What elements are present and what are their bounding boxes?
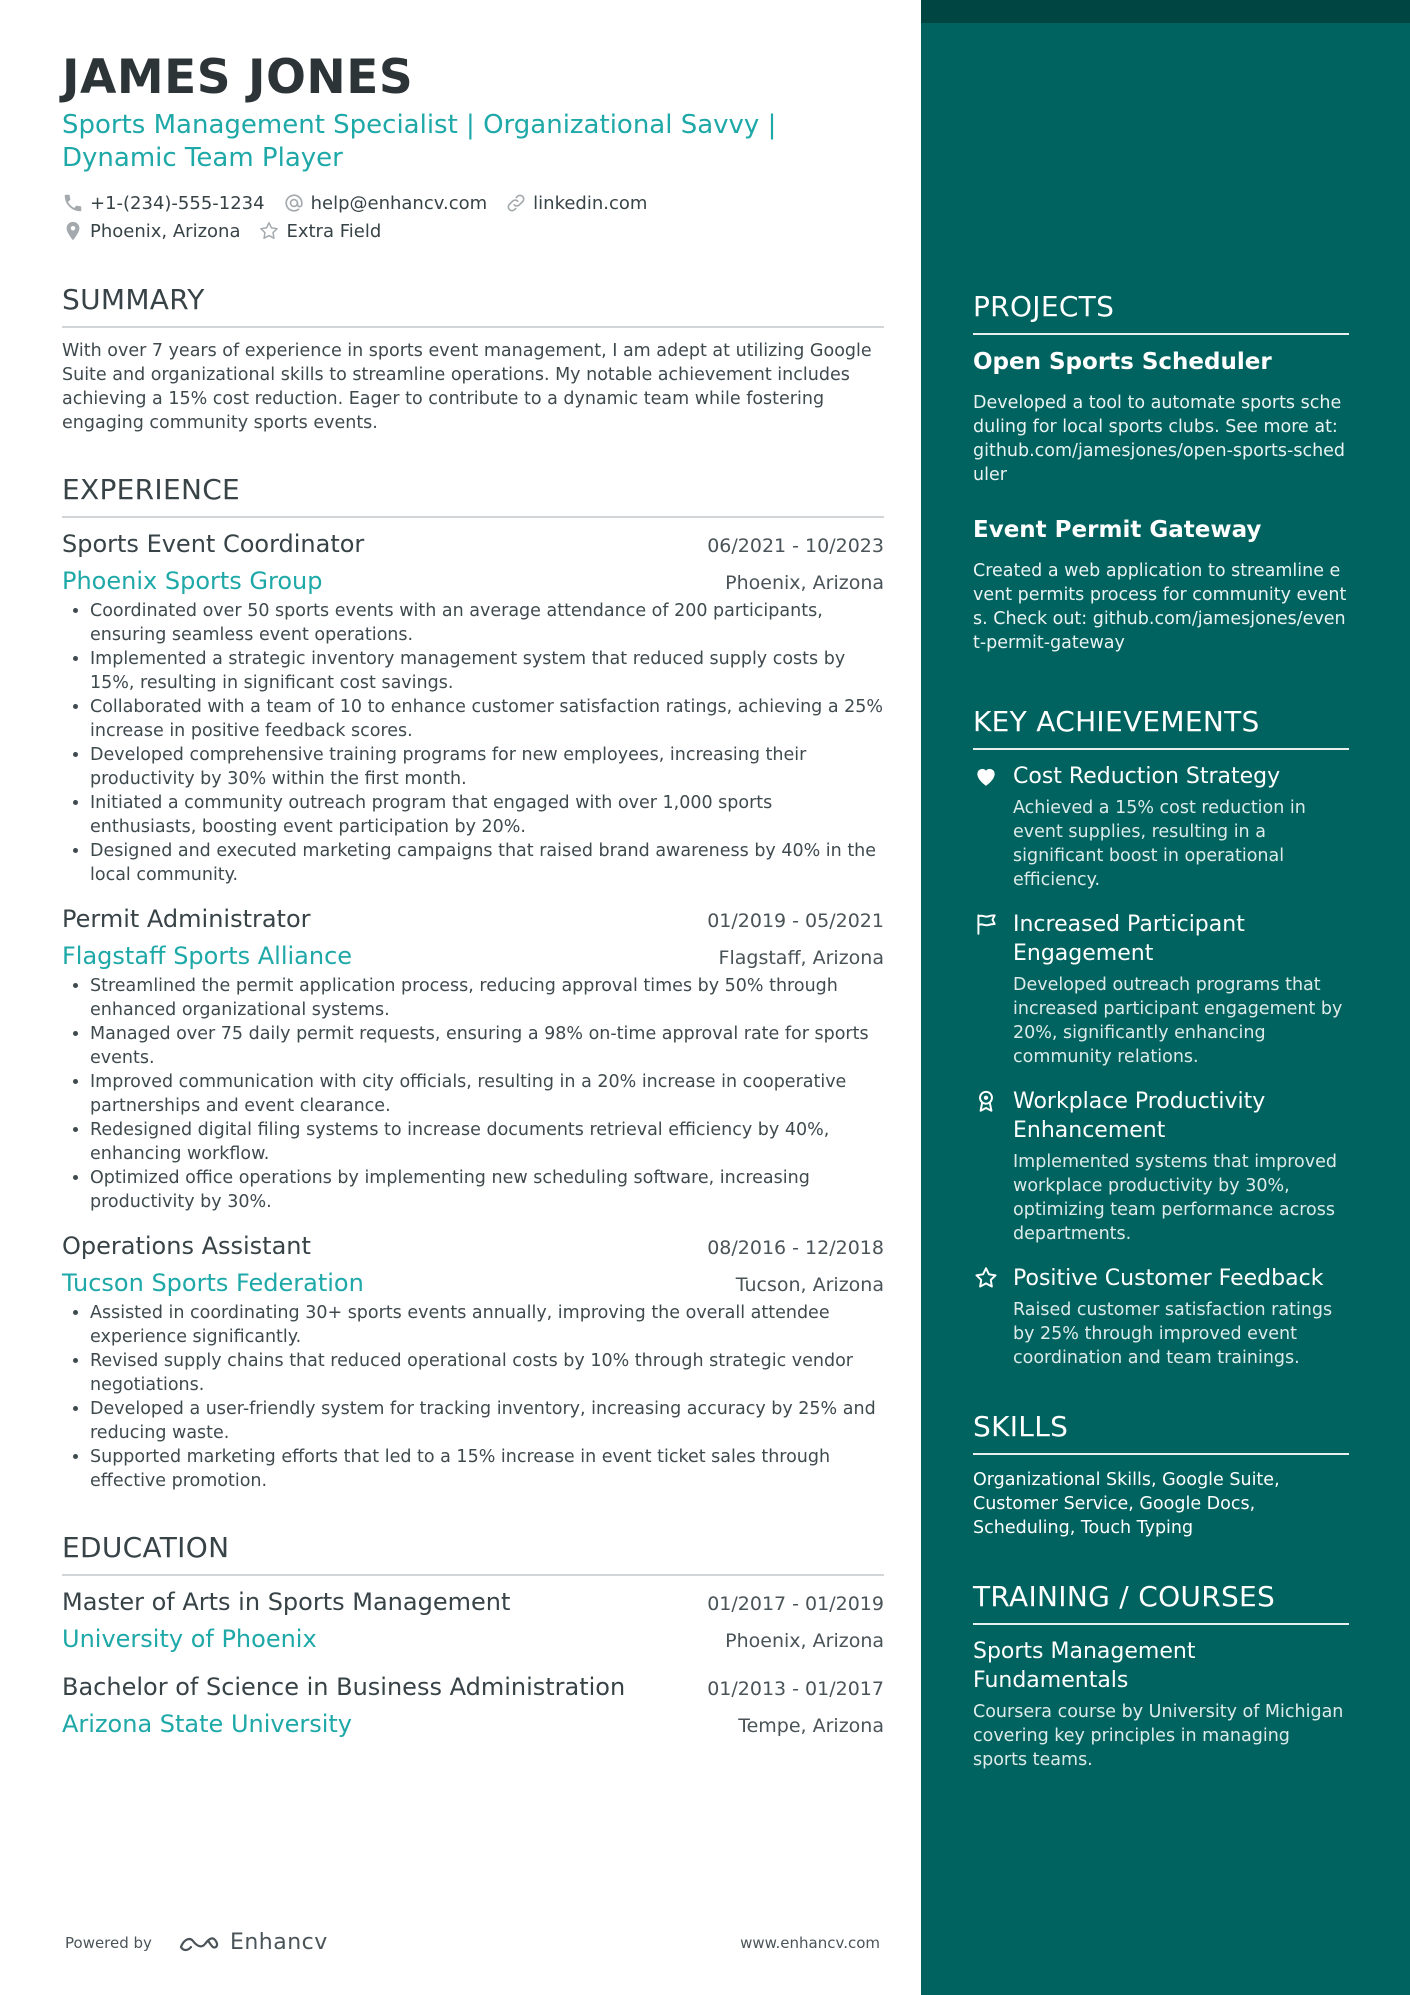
job-company: Tucson Sports Federation xyxy=(62,1269,364,1297)
job-location: Flagstaff, Arizona xyxy=(718,947,884,969)
email-text[interactable]: help@enhancv.com xyxy=(310,192,488,214)
contact-phone xyxy=(62,192,265,214)
skills-section xyxy=(973,1410,1349,1540)
course-item xyxy=(973,1637,1349,1772)
main-column xyxy=(62,52,884,1738)
degree: Bachelor of Science in Business Administration xyxy=(62,1673,626,1701)
footer xyxy=(65,1930,880,1955)
link-icon xyxy=(505,192,527,214)
job-company: Flagstaff Sports Alliance xyxy=(62,942,353,970)
experience-section xyxy=(62,473,884,1493)
phone-icon xyxy=(62,192,84,214)
job-bullets xyxy=(62,974,884,1214)
heart-icon xyxy=(973,763,999,789)
section-title-skills: SKILLS xyxy=(973,1410,1349,1455)
achievement-description: Implemented systems that improved workplace productivity by 30%, optimizing team performance across departments. xyxy=(1013,1152,1337,1244)
degree: Master of Arts in Sports Management xyxy=(62,1588,511,1616)
job-role: Permit Administrator xyxy=(62,905,311,933)
candidate-name: JAMES JONES xyxy=(62,50,414,105)
phone-text[interactable]: +1-(234)-555-1234 xyxy=(90,192,265,214)
course-description: Coursera course by University of Michigan covering key principles in managing sports teams. xyxy=(973,1702,1344,1770)
education-section xyxy=(62,1531,884,1738)
achievement-item xyxy=(973,762,1349,892)
education-location: Tempe, Arizona xyxy=(738,1715,884,1737)
project-description: Created a web application to streamline event permits process for community events. Check out: github.com/jamesjones/event-permit-gateway xyxy=(973,561,1347,653)
powered-by xyxy=(65,1930,328,1955)
section-title-summary: SUMMARY xyxy=(62,283,884,328)
contact-email xyxy=(283,192,488,214)
achievement-title: Cost Reduction Strategy xyxy=(1013,764,1281,789)
section-title-projects: PROJECTS xyxy=(973,290,1349,335)
contact-location xyxy=(62,220,240,242)
flag-icon xyxy=(973,911,999,937)
bullet-item: • Supported marketing efforts that led to a 15% increase in event ticket sales through effective promotion. xyxy=(90,1445,884,1493)
summary-text: With over 7 years of experience in sports event management, I am adept at utilizing Google Suite and organizational skills to streamline operations. My notable achievement includes achieving a 15% cost reduction. Eager to contribute to a dynamic team while fostering engaging community sports events. xyxy=(62,341,872,433)
achievement-title: Workplace Productivity Enhancement xyxy=(1013,1089,1266,1143)
powered-by-label: Powered by xyxy=(65,1933,152,1952)
bullet-item: • Revised supply chains that reduced operational costs by 10% through strategic vendor negotiations. xyxy=(90,1349,884,1397)
section-title-experience: EXPERIENCE xyxy=(62,473,884,518)
achievement-title: Positive Customer Feedback xyxy=(1013,1266,1324,1291)
project-title: Event Permit Gateway xyxy=(973,517,1262,543)
bullet-item: • Improved communication with city officials, resulting in a 20% increase in cooperative partnerships and event clearance. xyxy=(90,1070,884,1118)
contact-linkedin xyxy=(505,192,647,214)
enhancv-logo-icon xyxy=(178,1931,224,1955)
achievement-item xyxy=(973,1264,1349,1370)
extra-field-text: Extra Field xyxy=(286,220,382,242)
bullet-item: • Streamlined the permit application process, reducing approval times by 50% through enhanced organizational systems. xyxy=(90,974,884,1022)
job-dates: 06/2021 - 10/2023 xyxy=(707,535,884,557)
job-role: Operations Assistant xyxy=(62,1232,311,1260)
at-sign-icon xyxy=(283,192,305,214)
bullet-item: • Optimized office operations by implementing new scheduling software, increasing productivity by 30%. xyxy=(90,1166,884,1214)
location-text: Phoenix, Arizona xyxy=(90,220,241,242)
bullet-item: • Initiated a community outreach program that engaged with over 1,000 sports enthusiasts, boosting event participation by 20%. xyxy=(90,791,884,839)
sidebar xyxy=(921,0,1410,1995)
bullet-item: • Coordinated over 50 sports events with an average attendance of 200 participants, ensuring seamless event operations. xyxy=(90,599,884,647)
bullet-item: • Developed a user-friendly system for tracking inventory, increasing accuracy by 25% and reducing waste. xyxy=(90,1397,884,1445)
achievement-item xyxy=(973,910,1349,1069)
achievements-section xyxy=(973,705,1349,1370)
section-title-education: EDUCATION xyxy=(62,1531,884,1576)
project-title: Open Sports Scheduler xyxy=(973,349,1272,375)
school: University of Phoenix xyxy=(62,1625,317,1653)
contact-extra xyxy=(258,220,381,242)
location-pin-icon xyxy=(62,220,84,242)
job-role: Sports Event Coordinator xyxy=(62,530,365,558)
project-item xyxy=(973,517,1349,655)
project-description: Developed a tool to automate sports scheduling for local sports clubs. See more at: github.com/jamesjones/open-sports-scheduler xyxy=(973,393,1346,485)
headline: Sports Management Specialist | Organizational Savvy | Dynamic Team Player xyxy=(62,110,777,173)
job-bullets xyxy=(62,599,884,887)
education-entry xyxy=(62,1673,884,1738)
projects-section xyxy=(973,290,1349,655)
star-icon xyxy=(973,1265,999,1291)
education-entry xyxy=(62,1588,884,1653)
course-title: Sports Management Fundamentals xyxy=(973,1639,1196,1693)
job-location: Phoenix, Arizona xyxy=(725,572,884,594)
website-link[interactable]: www.enhancv.com xyxy=(740,1933,880,1952)
achievement-item xyxy=(973,1087,1349,1246)
experience-entry xyxy=(62,1232,884,1493)
section-title-training: TRAINING / COURSES xyxy=(973,1580,1349,1625)
achievement-description: Raised customer satisfaction ratings by 25% through improved event coordination and team trainings. xyxy=(1013,1300,1333,1368)
training-section xyxy=(973,1580,1349,1772)
bullet-item: • Assisted in coordinating 30+ sports events annually, improving the overall attendee experience significantly. xyxy=(90,1301,884,1349)
star-outline-icon xyxy=(258,220,280,242)
project-item xyxy=(973,349,1349,487)
linkedin-text[interactable]: linkedin.com xyxy=(533,192,648,214)
job-dates: 08/2016 - 12/2018 xyxy=(707,1237,884,1259)
job-location: Tucson, Arizona xyxy=(735,1274,884,1296)
skills-list: Organizational Skills, Google Suite, Customer Service, Google Docs, Scheduling, Touch Typing xyxy=(973,1470,1280,1538)
education-dates: 01/2013 - 01/2017 xyxy=(707,1678,884,1700)
sidebar-top-bar xyxy=(921,0,1410,23)
job-bullets xyxy=(62,1301,884,1493)
education-dates: 01/2017 - 01/2019 xyxy=(707,1593,884,1615)
experience-entry xyxy=(62,905,884,1214)
contact-info xyxy=(62,189,884,245)
bullet-item: • Collaborated with a team of 10 to enhance customer satisfaction ratings, achieving a 25% increase in positive feedback scores. xyxy=(90,695,884,743)
bullet-item: • Developed comprehensive training programs for new employees, increasing their productivity by 30% within the first month. xyxy=(90,743,884,791)
summary-section xyxy=(62,283,884,435)
bullet-item: • Redesigned digital filing systems to increase documents retrieval efficiency by 40%, enhancing workflow. xyxy=(90,1118,884,1166)
brand-name: Enhancv xyxy=(229,1930,328,1955)
education-location: Phoenix, Arizona xyxy=(725,1630,884,1652)
achievement-description: Achieved a 15% cost reduction in event supplies, resulting in a significant boost in operational efficiency. xyxy=(1013,798,1306,890)
sidebar-content xyxy=(973,290,1349,1772)
bullet-item: • Designed and executed marketing campaigns that raised brand awareness by 40% in the local community. xyxy=(90,839,884,887)
achievement-description: Developed outreach programs that increased participant engagement by 20%, significantly enhancing community relations. xyxy=(1013,975,1343,1067)
brand-logo[interactable] xyxy=(178,1930,328,1955)
experience-entry xyxy=(62,530,884,887)
section-title-achievements: KEY ACHIEVEMENTS xyxy=(973,705,1349,750)
bullet-item: • Managed over 75 daily permit requests, ensuring a 98% on-time approval rate for sports events. xyxy=(90,1022,884,1070)
bullet-item: • Implemented a strategic inventory management system that reduced supply costs by 15%, resulting in significant cost savings. xyxy=(90,647,884,695)
job-company: Phoenix Sports Group xyxy=(62,567,323,595)
job-dates: 01/2019 - 05/2021 xyxy=(707,910,884,932)
school: Arizona State University xyxy=(62,1710,353,1738)
achievement-title: Increased Participant Engagement xyxy=(1013,912,1245,966)
medal-icon xyxy=(973,1088,999,1114)
